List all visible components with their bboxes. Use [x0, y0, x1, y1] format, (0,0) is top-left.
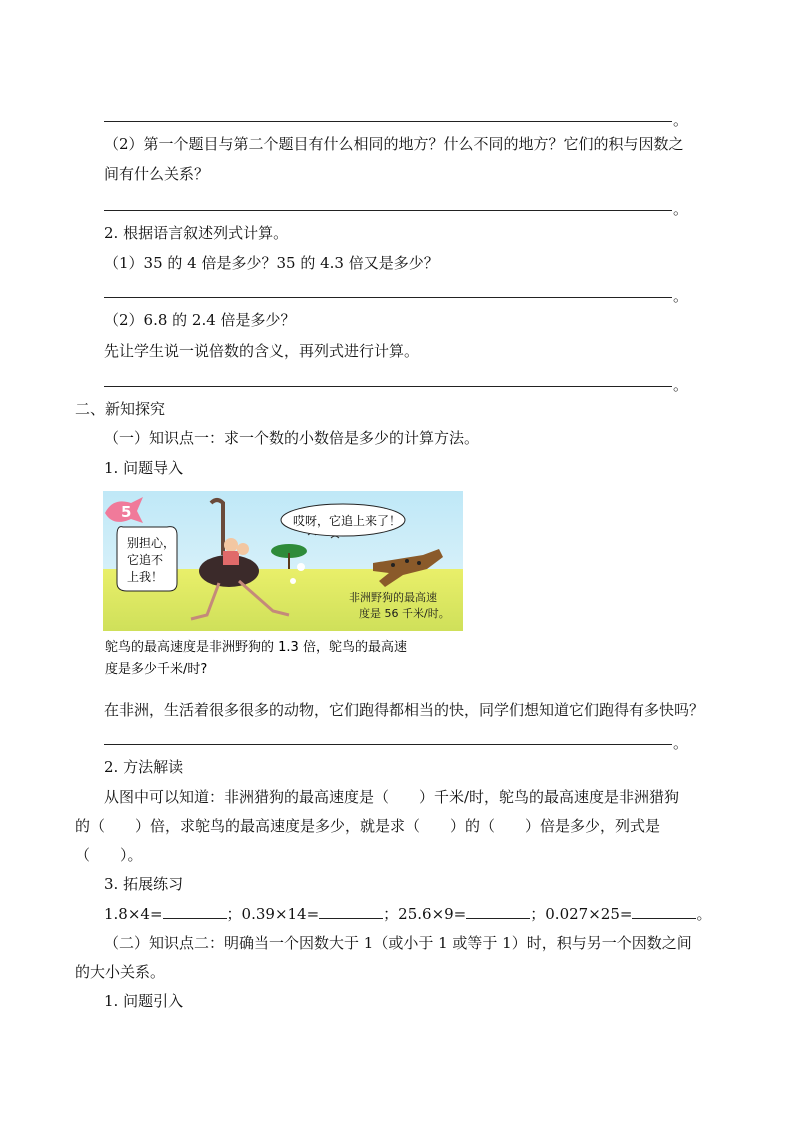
exercise-row	[104, 904, 711, 924]
badge-number: 5	[121, 503, 132, 521]
speech-left-3: 上我！	[127, 570, 164, 584]
period: 。	[673, 200, 689, 218]
africa-question: 在非洲，生活着很多很多的动物，它们跑得都相当的快，同学们想知道它们跑得有多快吗？	[104, 701, 705, 719]
period: 。	[673, 287, 689, 305]
question-2-2: （2）6.8 的 2.4 倍是多少？	[104, 311, 296, 329]
question-2-note: 先让学生说一说倍数的含义，再列式进行计算。	[104, 342, 420, 360]
period: 。	[673, 111, 689, 129]
speech-right: 哎呀，它追上来了！	[293, 514, 402, 528]
question-1-2: （2）第一个题目与第二个题目有什么相同的地方？什么不同的地方？它们的积与因数之	[104, 135, 684, 153]
exercise-end: 。	[696, 905, 712, 923]
period: 。	[673, 734, 689, 752]
exercise-3: ；25.6×9=	[383, 905, 467, 923]
exercise-1: 1.8×4=	[104, 905, 163, 923]
knowledge-point-2: （二）知识点二：明确当一个因数大于 1（或小于 1 或等于 1）时，积与另一个因数之间	[104, 934, 692, 952]
answer-line	[104, 297, 672, 298]
knowledge-point-1: （一）知识点一：求一个数的小数倍是多少的计算方法。	[104, 429, 480, 447]
ostrich-dog-illustration	[103, 491, 463, 684]
exercise-4: ；0.027×25=	[530, 905, 633, 923]
speech-left-1: 别担心，	[127, 536, 176, 550]
sign-line-1: 非洲野狗的最高速	[349, 591, 437, 604]
speech-left-2: 它追不	[127, 553, 164, 567]
subheading-practice: 3. 拓展练习	[104, 875, 184, 893]
caption-line-2: 度是多少千米/时?	[105, 662, 208, 677]
method-line-3: （ ）。	[75, 846, 143, 864]
subheading-method: 2. 方法解读	[104, 758, 184, 776]
question-1-2-cont: 间有什么关系？	[104, 165, 210, 183]
exercise-2: ；0.39×14=	[226, 905, 320, 923]
section-heading: 二、新知探究	[75, 400, 166, 418]
answer-line	[104, 210, 672, 211]
subheading-problem-lead: 1. 问题引入	[104, 992, 184, 1010]
knowledge-point-2-cont: 的大小关系。	[75, 963, 166, 981]
answer-line	[104, 386, 672, 387]
sign-line-2: 度是 56 千米/时。	[359, 607, 450, 620]
period: 。	[673, 376, 689, 394]
blank-4[interactable]	[632, 904, 696, 919]
question-2-1: （1）35 的 4 倍是多少？35 的 4.3 倍又是多少？	[104, 254, 439, 272]
answer-line	[104, 744, 672, 745]
blank-3[interactable]	[466, 904, 530, 919]
caption-line-1: 鸵鸟的最高速度是非洲野狗的 1.3 倍，鸵鸟的最高速	[105, 640, 407, 655]
subheading-problem-intro: 1. 问题导入	[104, 459, 184, 477]
question-2: 2. 根据语言叙述列式计算。	[104, 224, 289, 242]
method-line-2: 的（ ）倍，求鸵鸟的最高速度是多少，就是求（ ）的（ ）倍是多少，列式是	[75, 817, 661, 835]
method-line-1: 从图中可以知道：非洲猎狗的最高速度是（ ）千米/时，鸵鸟的最高速度是非洲猎狗	[104, 788, 680, 806]
blank-1[interactable]	[163, 904, 227, 919]
answer-line	[104, 121, 672, 122]
blank-2[interactable]	[319, 904, 383, 919]
